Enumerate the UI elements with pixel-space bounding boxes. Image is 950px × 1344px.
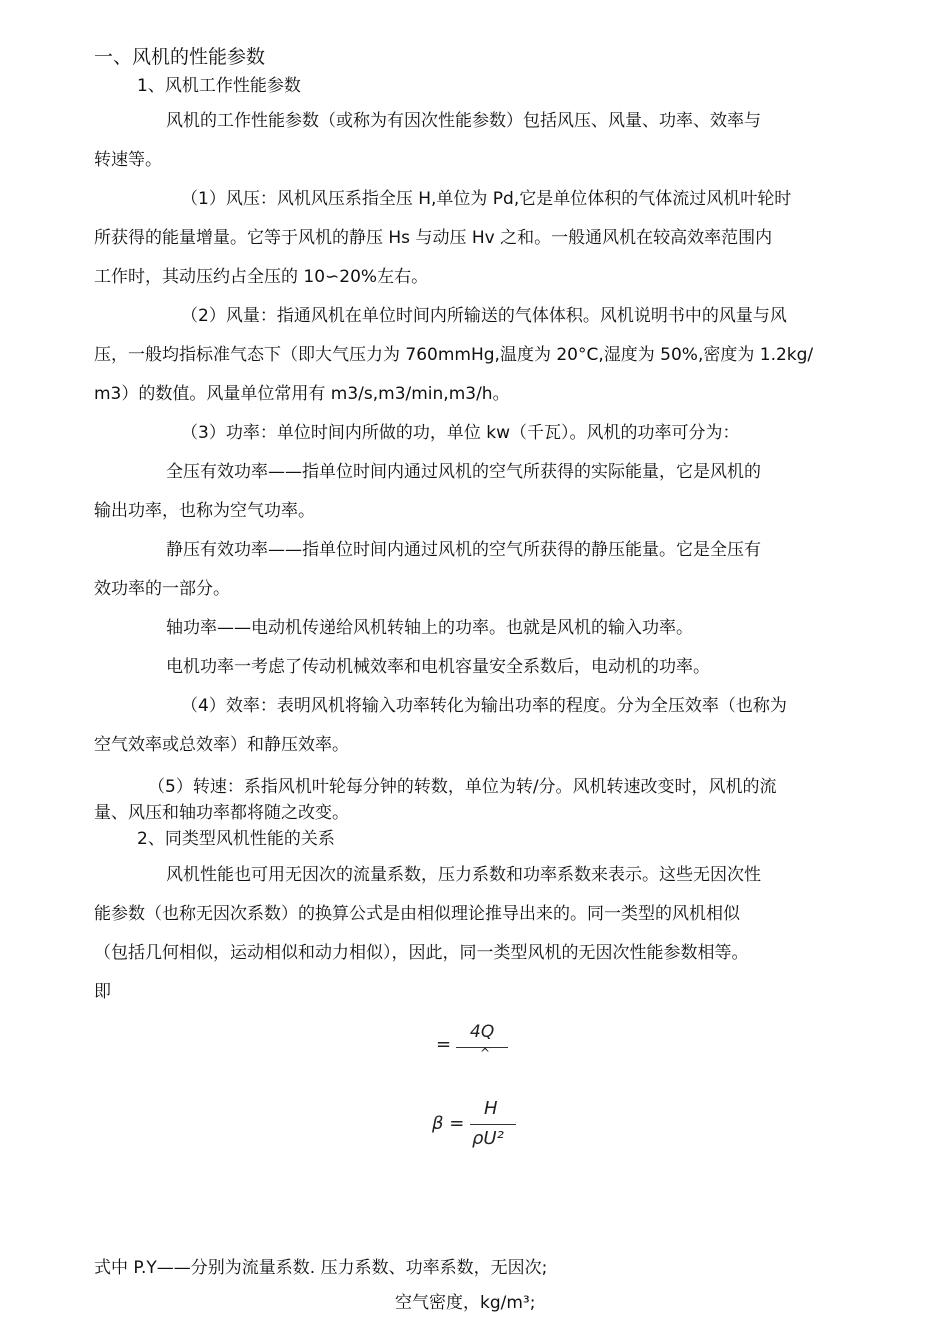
intro-line-1: 风机的工作性能参数（或称为有因次性能参数）包括风压、风量、功率、效率与 <box>166 111 761 131</box>
formula-2-denominator: ρU² <box>472 1128 504 1149</box>
where-line: 式中 P.Y——分别为流量系数. 压力系数、功率系数，无因次; <box>94 1258 548 1278</box>
total-power-line-2: 输出功率，也称为空气功率。 <box>94 501 315 521</box>
similarity-line-1: 风机性能也可用无因次的流量系数，压力系数和功率系数来表示。这些无因次性 <box>166 865 761 885</box>
efficiency-line-2: 空气效率或总效率）和静压效率。 <box>94 735 349 755</box>
speed-line-1: （5）转速：系指风机叶轮每分钟的转数，单位为转/分。风机转速改变时，风机的流 <box>148 777 777 797</box>
density-line: 空气密度，kg/m³; <box>395 1293 536 1313</box>
similarity-line-2: 能参数（也称无因次系数）的换算公式是由相似理论推导出来的。同一类型的风机相似 <box>94 904 740 924</box>
similarity-line-3: （包括几何相似，运动相似和动力相似），因此，同一类型风机的无因次性能参数相等。 <box>94 943 749 963</box>
speed-line-2: 量、风压和轴功率都将随之改变。 <box>94 803 349 823</box>
static-power-line-2: 效功率的一部分。 <box>94 579 230 599</box>
similarity-line-4: 即 <box>94 982 111 1002</box>
flow-line-1: （2）风量：指通风机在单位时间内所输送的气体体积。风机说明书中的风量与风 <box>181 306 787 326</box>
total-power-line-1: 全压有效功率——指单位时间内通过风机的空气所获得的实际能量，它是风机的 <box>166 462 761 482</box>
pressure-line-3: 工作时，其动压约占全压的 10∽20%左右。 <box>94 267 429 287</box>
flow-line-3: m3）的数值。风量单位常用有 m3/s,m3/min,m3/h。 <box>94 384 510 404</box>
static-power-line-1: 静压有效功率——指单位时间内通过风机的空气所获得的静压能量。它是全压有 <box>166 540 761 560</box>
pressure-line-2: 所获得的能量增量。它等于风机的静压 Hs 与动压 Hv 之和。一般通风机在较高效率范围内 <box>94 228 773 248</box>
formula-2-fraction-bar <box>470 1124 516 1125</box>
power-line: （3）功率：单位时间内所做的功，单位 kw（千瓦）。风机的功率可分为： <box>181 423 740 443</box>
section-2-title: 2、同类型风机性能的关系 <box>137 829 335 849</box>
formula-1-denominator: ^ <box>480 1046 491 1060</box>
shaft-power-line: 轴功率——电动机传递给风机转轴上的功率。也就是风机的输入功率。 <box>166 618 693 638</box>
pressure-line-1: （1）风压：风机风压系指全压 H,单位为 Pd,它是单位体积的气体流过风机叶轮时 <box>181 189 792 209</box>
motor-power-line: 电机功率一考虑了传动机械效率和电机容量安全系数后，电动机的功率。 <box>166 657 710 677</box>
formula-2-lhs: β = <box>432 1113 465 1134</box>
pressure-coefficient-formula <box>430 1096 530 1156</box>
formula-2-numerator: H <box>484 1098 498 1119</box>
intro-line-2: 转速等。 <box>94 150 162 170</box>
efficiency-line-1: （4）效率：表明风机将输入功率转化为输出功率的程度。分为全压效率（也称为 <box>181 696 787 716</box>
formula-1-numerator: 4Q <box>470 1022 495 1042</box>
flow-line-2: 压，一般均指标准气态下（即大气压力为 760mmHg,温度为 20°C,湿度为 50%,密度为 1.2kg/ <box>94 345 814 365</box>
formula-1-equals: = <box>436 1034 452 1055</box>
section-1-title: 1、风机工作性能参数 <box>137 76 301 96</box>
main-heading: 一、风机的性能参数 <box>94 46 266 68</box>
flow-coefficient-formula <box>430 1020 520 1060</box>
